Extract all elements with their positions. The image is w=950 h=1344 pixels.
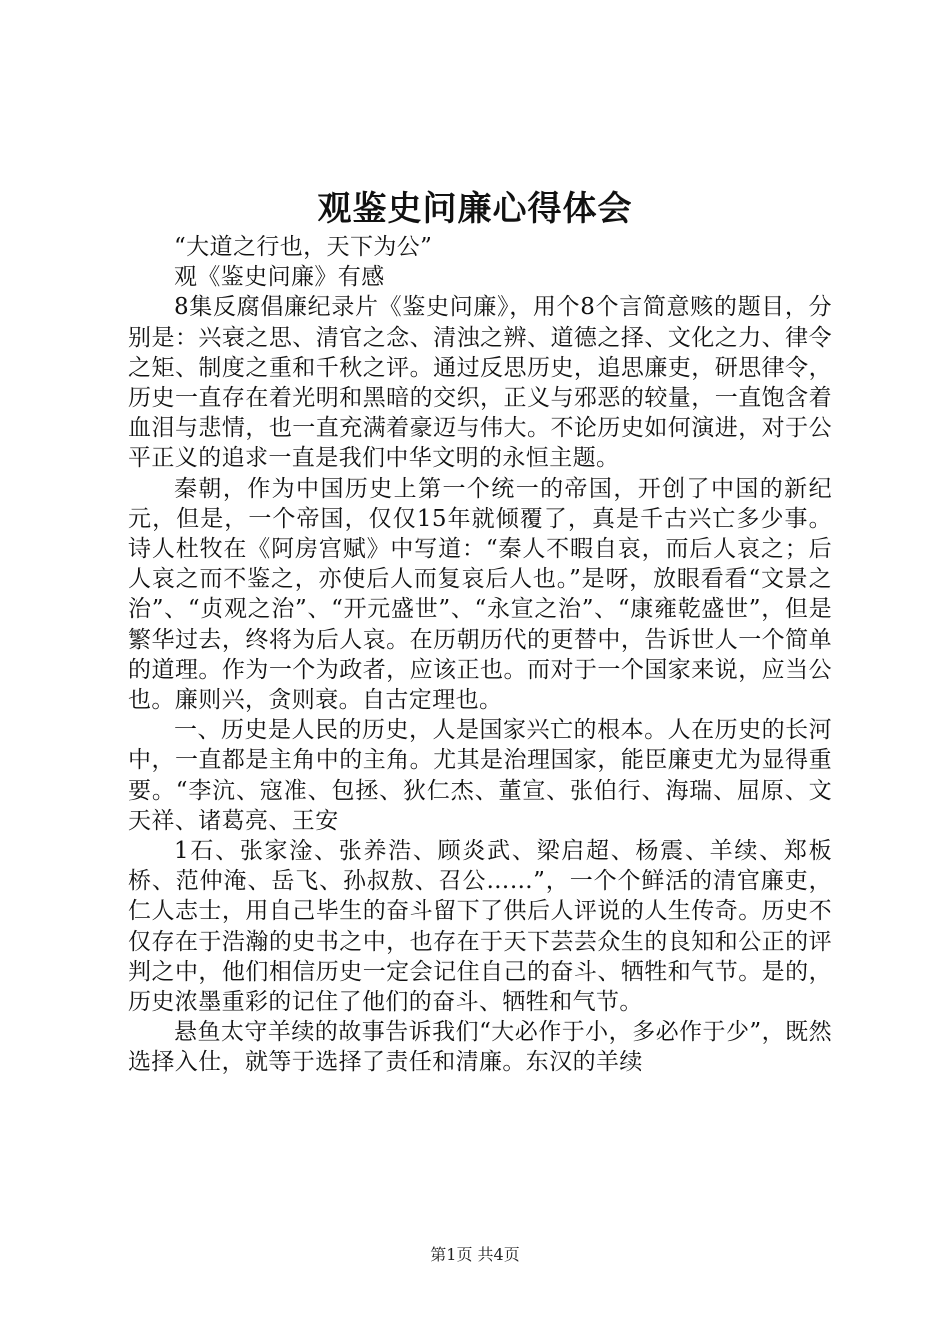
page-footer: 第1页 共4页 xyxy=(430,1245,520,1264)
paragraph-section-one: 一、历史是人民的历史，人是国家兴亡的根本。人在历史的长河中，一直都是主角中的主角。尤其是治理国家，能臣廉吏尤为显得重要。“李沆、寇准、包拯、狄仁杰、董宣、张伯行、海瑞、屈原、文天祥、诸葛亮、王安 xyxy=(128,717,832,834)
paragraph-intro: 8集反腐倡廉纪录片《鉴史问廉》，用个8个言简意赅的题目，分别是：兴衰之思、清官之念、清浊之辨、道德之择、文化之力、律令之矩、制度之重和千秋之评。通过反思历史，追思廉吏，研思律令，历史一直存在着光明和黑暗的交织，正义与邪恶的较量，一直饱含着血泪与悲情，也一直充满着豪迈与伟大。不论历史如何演进，对于公平正义的追求一直是我们中华文明的永恒主题。 xyxy=(128,294,832,472)
paragraph-yang-xu: 悬鱼太守羊续的故事告诉我们“大必作于小，多必作于少”，既然选择入仕，就等于选择了责任和清廉。东汉的羊续 xyxy=(128,1019,832,1076)
paragraph-subtitle: 观《鉴史问廉》有感 xyxy=(174,264,385,291)
document-body xyxy=(128,232,832,1078)
paragraph-officials-list: 1石、张家淦、张养浩、顾炎武、梁启超、杨震、羊续、郑板桥、范仲淹、岳飞、孙叔敖、召公……”，一个个鲜活的清官廉吏，仁人志士，用自己毕生的奋斗留下了供后人评说的人生传奇。历史不仅存在于浩瀚的史书之中，也存在于天下芸芸众生的良知和公正的评判之中，他们相信历史一定会记住自己的奋斗、牺牲和气节。是的，历史浓墨重彩的记住了他们的奋斗、牺牲和气节。 xyxy=(128,838,832,1016)
paragraph-quote: “大道之行也，天下为公” xyxy=(174,234,433,260)
paragraph-qin-dynasty: 秦朝，作为中国历史上第一个统一的帝国，开创了中国的新纪元，但是，一个帝国，仅仅15年就倾覆了，真是千古兴亡多少事。诗人杜牧在《阿房宫赋》中写道：“秦人不暇自哀，而后人哀之；后人哀之而不鉴之，亦使后人而复哀后人也。”是呀，放眼看看“文景之治”、“贞观之治”、“开元盛世”、“永宣之治”、“康雍乾盛世”，但是繁华过去，终将为后人哀。在历朝历代的更替中，告诉世人一个简单的道理。作为一个为政者，应该正也。而对于一个国家来说，应当公也。廉则兴，贪则衰。自古定理也。 xyxy=(128,475,832,714)
document-title: 观鉴史问廉心得体会 xyxy=(317,189,633,229)
